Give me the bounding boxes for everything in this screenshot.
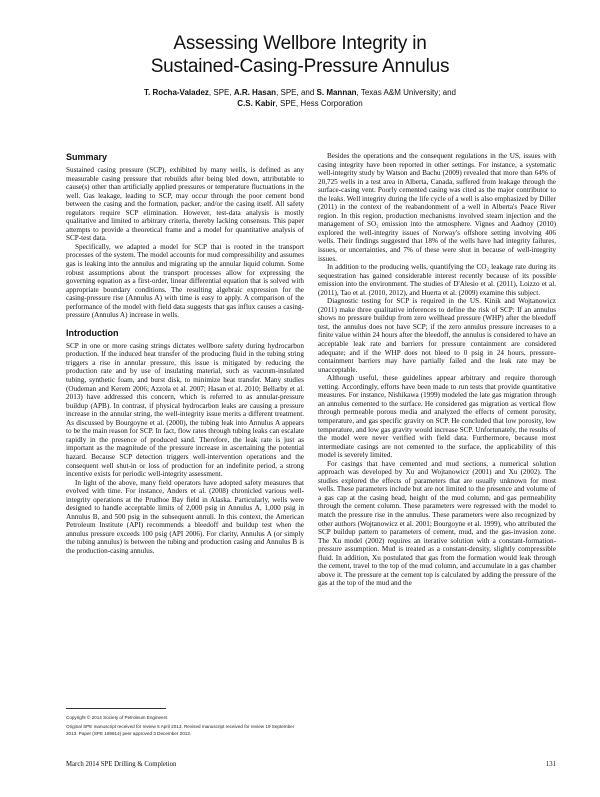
author-name: A.R. Hasan: [233, 88, 277, 97]
summary-paragraph: Sustained casing pressure (SCP), exhibited by many wells, is defined as any measurable casing pressure that rebuilds after being bled down, attributable to cause(s) other than artificially applied pressures or temperature fluctuations in the well. Gas leakage, leading to SCP, may occur through the poor cement bond between the casing and the formation, packer, and/or the casing itself. All safety regulators require SCP elimination. However, test-data analysis is mostly qualitative and limited to arbitrary criteria, thereby lacking consensus. This paper attempts to provide a theoretical frame and a model for quantitative analysis of SCP-test data.: [66, 166, 304, 243]
body-paragraph: For casings that have cemented and mud sections, a numerical solution approach was developed by Xu and Wojtanowicz (2001) and Xu (2002). The studies explored the effects of parameters that are usually unknown for most wells. These parameters include but are not limited to the presence and volume of a gas cap at the casing head, height of the mud column, and gas permeability through the cement column. These parameters were regressed with the model to match the pressure rise in the annulus. These parameters were also recognized by other authors (Wojtanowicz et al. 2001; Bourgoyne et al. 1999), who attributed the SCP buildup pattern to parameters of cement, mud, and the gas-invasion zone. The Xu model (2002) requires an iterative solution with a constant-formation-pressure assumption. Mud is treated as a constant-density, slightly compressible fluid. In addition, Xu postulated that gas from the formation would leak through the cement, travel to the top of the mud column, and accumulate in a gas chamber above it. The pressure at the cement top is calculated by adding the pressure of the gas at the top of the mud and the: [318, 459, 556, 588]
introduction-heading: Introduction: [66, 327, 119, 338]
author-name: C.S. Kabir: [237, 99, 276, 108]
summary-paragraph: Specifically, we adapted a model for SCP that is rooted in the transport processes of the system. The model accounts for mud compressibility and assumes gas is leaking into the annulus and migrating up the annular liquid column. Some robust assumptions about the transport processes allow for expressing the governing equation as a first-order, linear differential equation that is solved with appropriate boundary conditions. The resulting algebraic expression for the casing-pressure rise (Annulus A) with time is easy to apply. A comparison of the performance of the model with field data suggests that gas influx causes a casing-pressure (Annulus A) increase in wells.: [66, 242, 304, 320]
body-paragraph: Although useful, these guidelines appear arbitrary and require thorough vetting. Accordingly, efforts have been made to run tests that provide quantitative measures. For instance, Nishikawa (1999) modeled the late gas migration through an annulus cemented to the surface. He considered gas migration as vertical flow through permeable porous media and analyzed the effects of cement porosity, temperature, and gas specific gravity on SCP. He concluded that low porosity, low temperature, and low gas gravity would increase SCP. Unfortunately, the results of the model were never verified with field data. Furthermore, because most intermediate casings are not cemented to the surface, the applicability of this model is severely limited.: [318, 374, 556, 460]
author-list: [70, 87, 530, 109]
page-number: 131: [545, 761, 556, 768]
author-affiliation: , SPE,: [208, 88, 234, 97]
left-column: [66, 152, 304, 556]
title-line-2: Sustained-Casing-Pressure Annulus: [150, 56, 450, 77]
summary-heading: Summary: [66, 152, 108, 162]
right-column: [318, 152, 556, 588]
intro-paragraph: In light of the above, many field operators have adopted safety measures that evolved with time. For instance, Anders et al. (2008) chronicled various well-integrity operations at the Prudhoe Bay field in Alaska. Particularly, wells were designed to handle acceptable limits of 2,000 psig in Annulus A, 1,000 psig in Annulus B, and 500 psig in the subsequent annuli. In this context, the American Petroleum Institute (API) recommends a bleedoff and buildup test when the annulus pressure exceeds 100 psig (API 2006). For clarity, Annulus A (or simply the tubing annulus) is between the tubing and production casing and Annulus B is the production-casing annulus.: [66, 478, 304, 555]
body-paragraph: Diagnostic testing for SCP is required in the US. Kinik and Wojtanowicz (2011) make three qualitative inferences to define the risk of SCP: If an annulus shows no pressure buildup from zero wellhead pressure (WHP) after the bleedoff test, the annulus does not have SCP; if the zero annulus pressure increases to a finite value within 24 hours after the bleedoff, the annulus is considered to have an acceptable leak rate and barriers for pressure containment are considered adequate; and if the WHP does not bleed to 0 psig in 24 hours, pressure-containment barriers may have partially failed and the leak rate may be unacceptable.: [318, 297, 556, 374]
body-paragraph: Besides the operations and the consequent regulations in the US, issues with casing integrity have been reported in other settings. For instance, a systematic well-integrity study by Watson and Bachu (2009) revealed that more than 64% of 20,725 wells in a test area in Alberta, Canada, suffered from leakage through the surface-casing vent. Poorly cemented casing was cited as the major contributor to the leaks. Well integrity during the life cycle of a well is also emphasized by Diller (2011) in the context of the reabandonment of a well in Alberta's Peace River region. In this region, production mechanisms involved steam injection and the management of SO₂ emission into the atmosphere. Vignes and Aadnoy (2010) explored the well-integrity issues of Norway's offshore setting involving 406 wells. Their findings suggested that 18% of the wells have had integrity failures, issues, or uncertainties, and 7% of these were shut in because of well-integrity issues.: [318, 152, 557, 263]
footnotes: [66, 715, 304, 740]
footnote-divider: [66, 708, 166, 709]
title-line-1: Assessing Wellbore Integrity in: [173, 33, 427, 54]
author-name: S. Mannan: [316, 88, 357, 97]
author-name: T. Rocha-Valadez: [144, 88, 209, 97]
author-affiliation: , Texas A&M University; and: [356, 88, 456, 97]
author-affiliation: , SPE, and: [276, 88, 317, 97]
paper-title: [0, 32, 600, 78]
journal-footer: March 2014 SPE Drilling & Completion: [66, 761, 177, 768]
intro-paragraph: SCP in one or more casing strings dictates wellbore safety during hydrocarbon production. If the induced heat transfer of the producing fluid in the tubing string triggers a rise in annular pressure, this issue is mitigated by reducing the production rate and by use of insulating material, such as vacuum-insulated tubing, synthetic foam, and burst disk, to minimize heat transfer. Many studies (Oudeman and Kerem 2006; Azzola et al. 2007; Hasan et al. 2010; Bellarby et al. 2013) have addressed this concern, which is referred to as annular-pressure buildup (APB). In contrast, if physical hydrocarbon leaks are causing a pressure increase in the annular string, the well-integrity issue merits a different treatment. As discussed by Bourgoyne et al. (2000), the tubing leak into Annulus A appears to be the main reason for SCP. In fact, flow rates through tubing leaks can escalate rapidly in the presence of produced sand. Therefore, the leak rate is just as important as the magnitude of the pressure increase in ascertaining the potential hazard. Because SCP detection triggers well-intervention operations and the consequent well shut-in or loss of production for an indefinite period, a strong incentive exists for periodic well-integrity assessment.: [66, 341, 304, 479]
manuscript-history: Original SPE manuscript received for review 5 April 2013. Revised manuscript received for review 19 September 2013. Paper (SPE 169814) peer approved 3 December 2013.: [66, 724, 295, 736]
body-paragraph: In addition to the producing wells, quantifying the CO₂ leakage rate during its sequestration has gained considerable interest recently because of its possible emission into the environment. The studies of D'Alesio et al. (2011), Loizzo et al. (2011), Tao et al. (2010, 2012), and Huerta et al. (2009) examine this subject.: [318, 263, 556, 297]
author-affiliation: , SPE, Hess Corporation: [275, 99, 363, 108]
copyright-note: Copyright © 2014 Society of Petroleum Engineers: [66, 715, 168, 720]
